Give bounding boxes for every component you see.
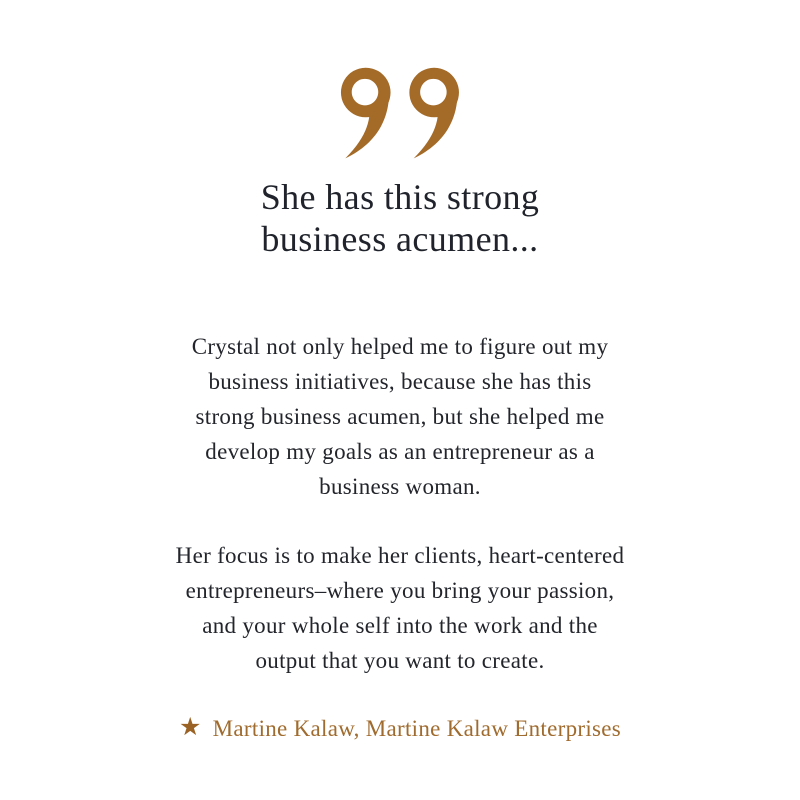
quote-heading xyxy=(261,176,540,261)
paragraph-line: business initiatives, because she has this xyxy=(208,368,592,394)
paragraph-line: strong business acumen, but she helped me xyxy=(195,403,605,429)
paragraph-line: Her focus is to make her clients, heart-centered xyxy=(175,542,625,568)
paragraph-line: Crystal not only helped me to figure out my xyxy=(191,333,609,359)
paragraph-line: develop my goals as an entrepreneur as a xyxy=(205,438,595,464)
paragraph-line: and your whole self into the work and the xyxy=(202,612,598,638)
testimonial-paragraph xyxy=(176,538,625,678)
closing-double-quote-icon xyxy=(335,66,465,162)
paragraph-line: entrepreneurs–where you bring your passion, xyxy=(185,577,615,603)
paragraph-line: business woman. xyxy=(319,473,481,499)
testimonial-paragraph xyxy=(192,329,609,504)
quote-heading-line: She has this strong xyxy=(260,176,540,217)
attribution-text: Martine Kalaw, Martine Kalaw Enterprises xyxy=(212,715,622,741)
paragraph-line: output that you want to create. xyxy=(255,647,545,673)
attribution xyxy=(179,716,621,742)
star-icon: ★ xyxy=(178,714,202,742)
quote-heading-line: business acumen... xyxy=(261,219,539,260)
